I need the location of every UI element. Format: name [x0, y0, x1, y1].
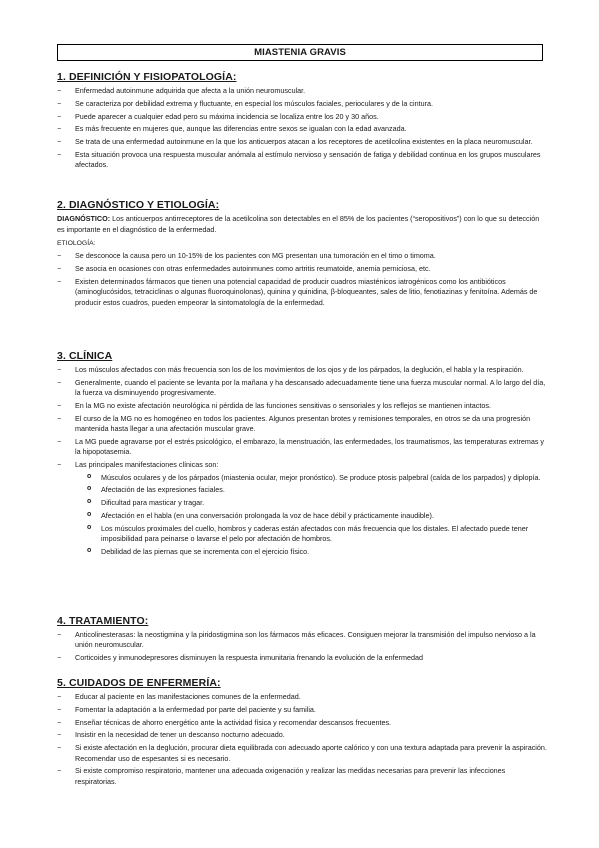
list-item: − Se desconoce la causa pero un 10-15% de los pacientes con MG presentan una tumoración en el timo o timoma.: [57, 251, 547, 261]
list-item: − Esta situación provoca una respuesta muscular anómala al estímulo nervioso y sensación de fatiga y debilidad continua en los grupos musculares afectados.: [57, 150, 547, 171]
section-definicion: [57, 71, 547, 173]
list-item: − Los músculos afectados con más frecuencia son los de los movimientos de los ojos y de los párpados, la deglución, el habla y la respiración.: [57, 365, 547, 375]
list-item-text: Las principales manifestaciones clínicas son:: [75, 460, 219, 470]
list-item: [57, 460, 547, 557]
list-item: − Insistir en la necesidad de tener un descanso nocturno adecuado.: [57, 730, 547, 740]
section-diagnostico: [57, 199, 547, 310]
section-heading: 3. CLÍNICA: [57, 350, 113, 362]
list-item: − Enseñar técnicas de ahorro energético ante la actividad física y recomendar descansos frecuentes.: [57, 718, 547, 728]
list-item: − Generalmente, cuando el paciente se levanta por la mañana y ha descansado adecuadamente tiene una fuerza muscular normal. A lo largo del día, la fuerza va disminuyendo progresivamente.: [57, 378, 547, 399]
section-clinica: [57, 350, 547, 560]
list-item: − La MG puede agravarse por el estrés psicológico, el embarazo, la menstruación, las enfermedades, los traumatismos, las temperaturas extremas y la hipopotasemia.: [57, 437, 547, 458]
document-title: MIASTENIA GRAVIS: [57, 44, 543, 61]
list-item: − Enfermedad autoinmune adquirida que afecta a la unión neuromuscular.: [57, 86, 547, 96]
section-tratamiento: [57, 615, 547, 666]
sub-bullet-list: [75, 473, 547, 558]
sub-list-item: o Afectación de las expresiones faciales.: [75, 485, 547, 495]
diagnostico-label: DIAGNÓSTICO:: [57, 214, 111, 223]
list-item: − Anticolinesterasas: la neostigmina y la piridostigmina son los fármacos más eficaces. Consiguen mejorar la transmisión del impulso nervioso a la unión neuromuscular.: [57, 630, 547, 651]
list-item: − Si existe compromiso respiratorio, mantener una adecuada oxigenación y realizar las medidas necesarias para prevenir las infecciones respiratorias.: [57, 766, 547, 787]
sub-list-item: o Músculos oculares y de los párpados (miastenia ocular, mejor pronóstico). Se produce ptosis palpebral (caída de los parpados) y diplopía.: [75, 473, 547, 483]
list-item: − En la MG no existe afectación neurológica ni pérdida de las funciones sensitivas o sensoriales y los reflejos se mantienen intactos.: [57, 401, 547, 411]
list-item: − Es más frecuente en mujeres que, aunque las diferencias entre sexos se igualan con la edad avanzada.: [57, 124, 547, 134]
diagnostico-paragraph: [57, 214, 547, 235]
section-heading: 2. DIAGNÓSTICO Y ETIOLOGÍA:: [57, 199, 220, 211]
sub-list-item: o Dificultad para masticar y tragar.: [75, 498, 547, 508]
list-item: − Puede aparecer a cualquier edad pero su máxima incidencia se localiza entre los 20 y 30 años.: [57, 112, 547, 122]
list-item: − Corticoides y inmunodepresores disminuyen la respuesta inmunitaria frenando la evolución de la enfermedad: [57, 653, 547, 663]
sub-list-item: o Afectación en el habla (en una conversación prolongada la voz de hace débil y prácticamente inaudible).: [75, 511, 547, 521]
section-heading: 5. CUIDADOS DE ENFERMERÍA:: [57, 677, 221, 689]
bullet-list: [57, 365, 547, 557]
bullet-list: [57, 692, 547, 787]
bullet-list: [57, 630, 547, 664]
bullet-list: [57, 251, 547, 308]
list-item: − El curso de la MG no es homogéneo en todos los pacientes. Algunos presentan brotes y remisiones temporales, en otros se da una progresión mantenida hasta llegar a una afectación muscular grave.: [57, 414, 547, 435]
section-heading: 1. DEFINICIÓN Y FISIOPATOLOGÍA:: [57, 71, 237, 83]
etiologia-label: ETIOLOGÍA:: [57, 240, 96, 248]
sub-list-item: o Debilidad de las piernas que se incrementa con el ejercicio físico.: [75, 547, 547, 557]
list-item: − Se caracteriza por debilidad extrema y fluctuante, en especial los músculos faciales, perioculares y de la cintura.: [57, 99, 547, 109]
list-item: − Se trata de una enfermedad autoinmune en la que los anticuerpos atacan a los receptores de acetilcolina existentes en la placa neuromuscular.: [57, 137, 547, 147]
diagnostico-text: Los anticuerpos antirreceptores de la acetilcolina son detectables en el 85% de los pacientes (“seropositivos”) con lo que su detección es importante en el diagnóstico de la enfermedad.: [57, 214, 540, 234]
list-item: − Fomentar la adaptación a la enfermedad por parte del paciente y su familia.: [57, 705, 547, 715]
section-cuidados: [57, 677, 547, 790]
list-item: − Existen determinados fármacos que tienen una potencial capacidad de producir cuadros miasténicos iatrogénicos como los antibióticos (aminoglucósidos, tetraciclinas o algunas fluoroquinolonas), quinina y quinidina, β-bloqueantes, sales de litio, fenotiazinas y fenitoína. Además de producir estos cuadros, pueden empeorar la sintomatología de la enfermedad.: [57, 277, 547, 308]
sub-list-item: o Los músculos proximales del cuello, hombros y caderas están afectados con más frecuencia que los distales. El afectado puede tener imposibilidad para peinarse o lavarse el pelo por afectación de hombros.: [75, 524, 547, 545]
section-heading: 4. TRATAMIENTO:: [57, 615, 149, 627]
list-item: − Educar al paciente en las manifestaciones comunes de la enfermedad.: [57, 692, 547, 702]
list-item: − Si existe afectación en la deglución, procurar dieta equilibrada con adecuado aporte calórico y con una textura adaptada para prevenir la aspiración. Recomendar uso de espesantes si es necesario.: [57, 743, 547, 764]
bullet-list: [57, 86, 547, 171]
list-item: − Se asocia en ocasiones con otras enfermedades autoinmunes como artritis reumatoide, anemia perniciosa, etc.: [57, 264, 547, 274]
